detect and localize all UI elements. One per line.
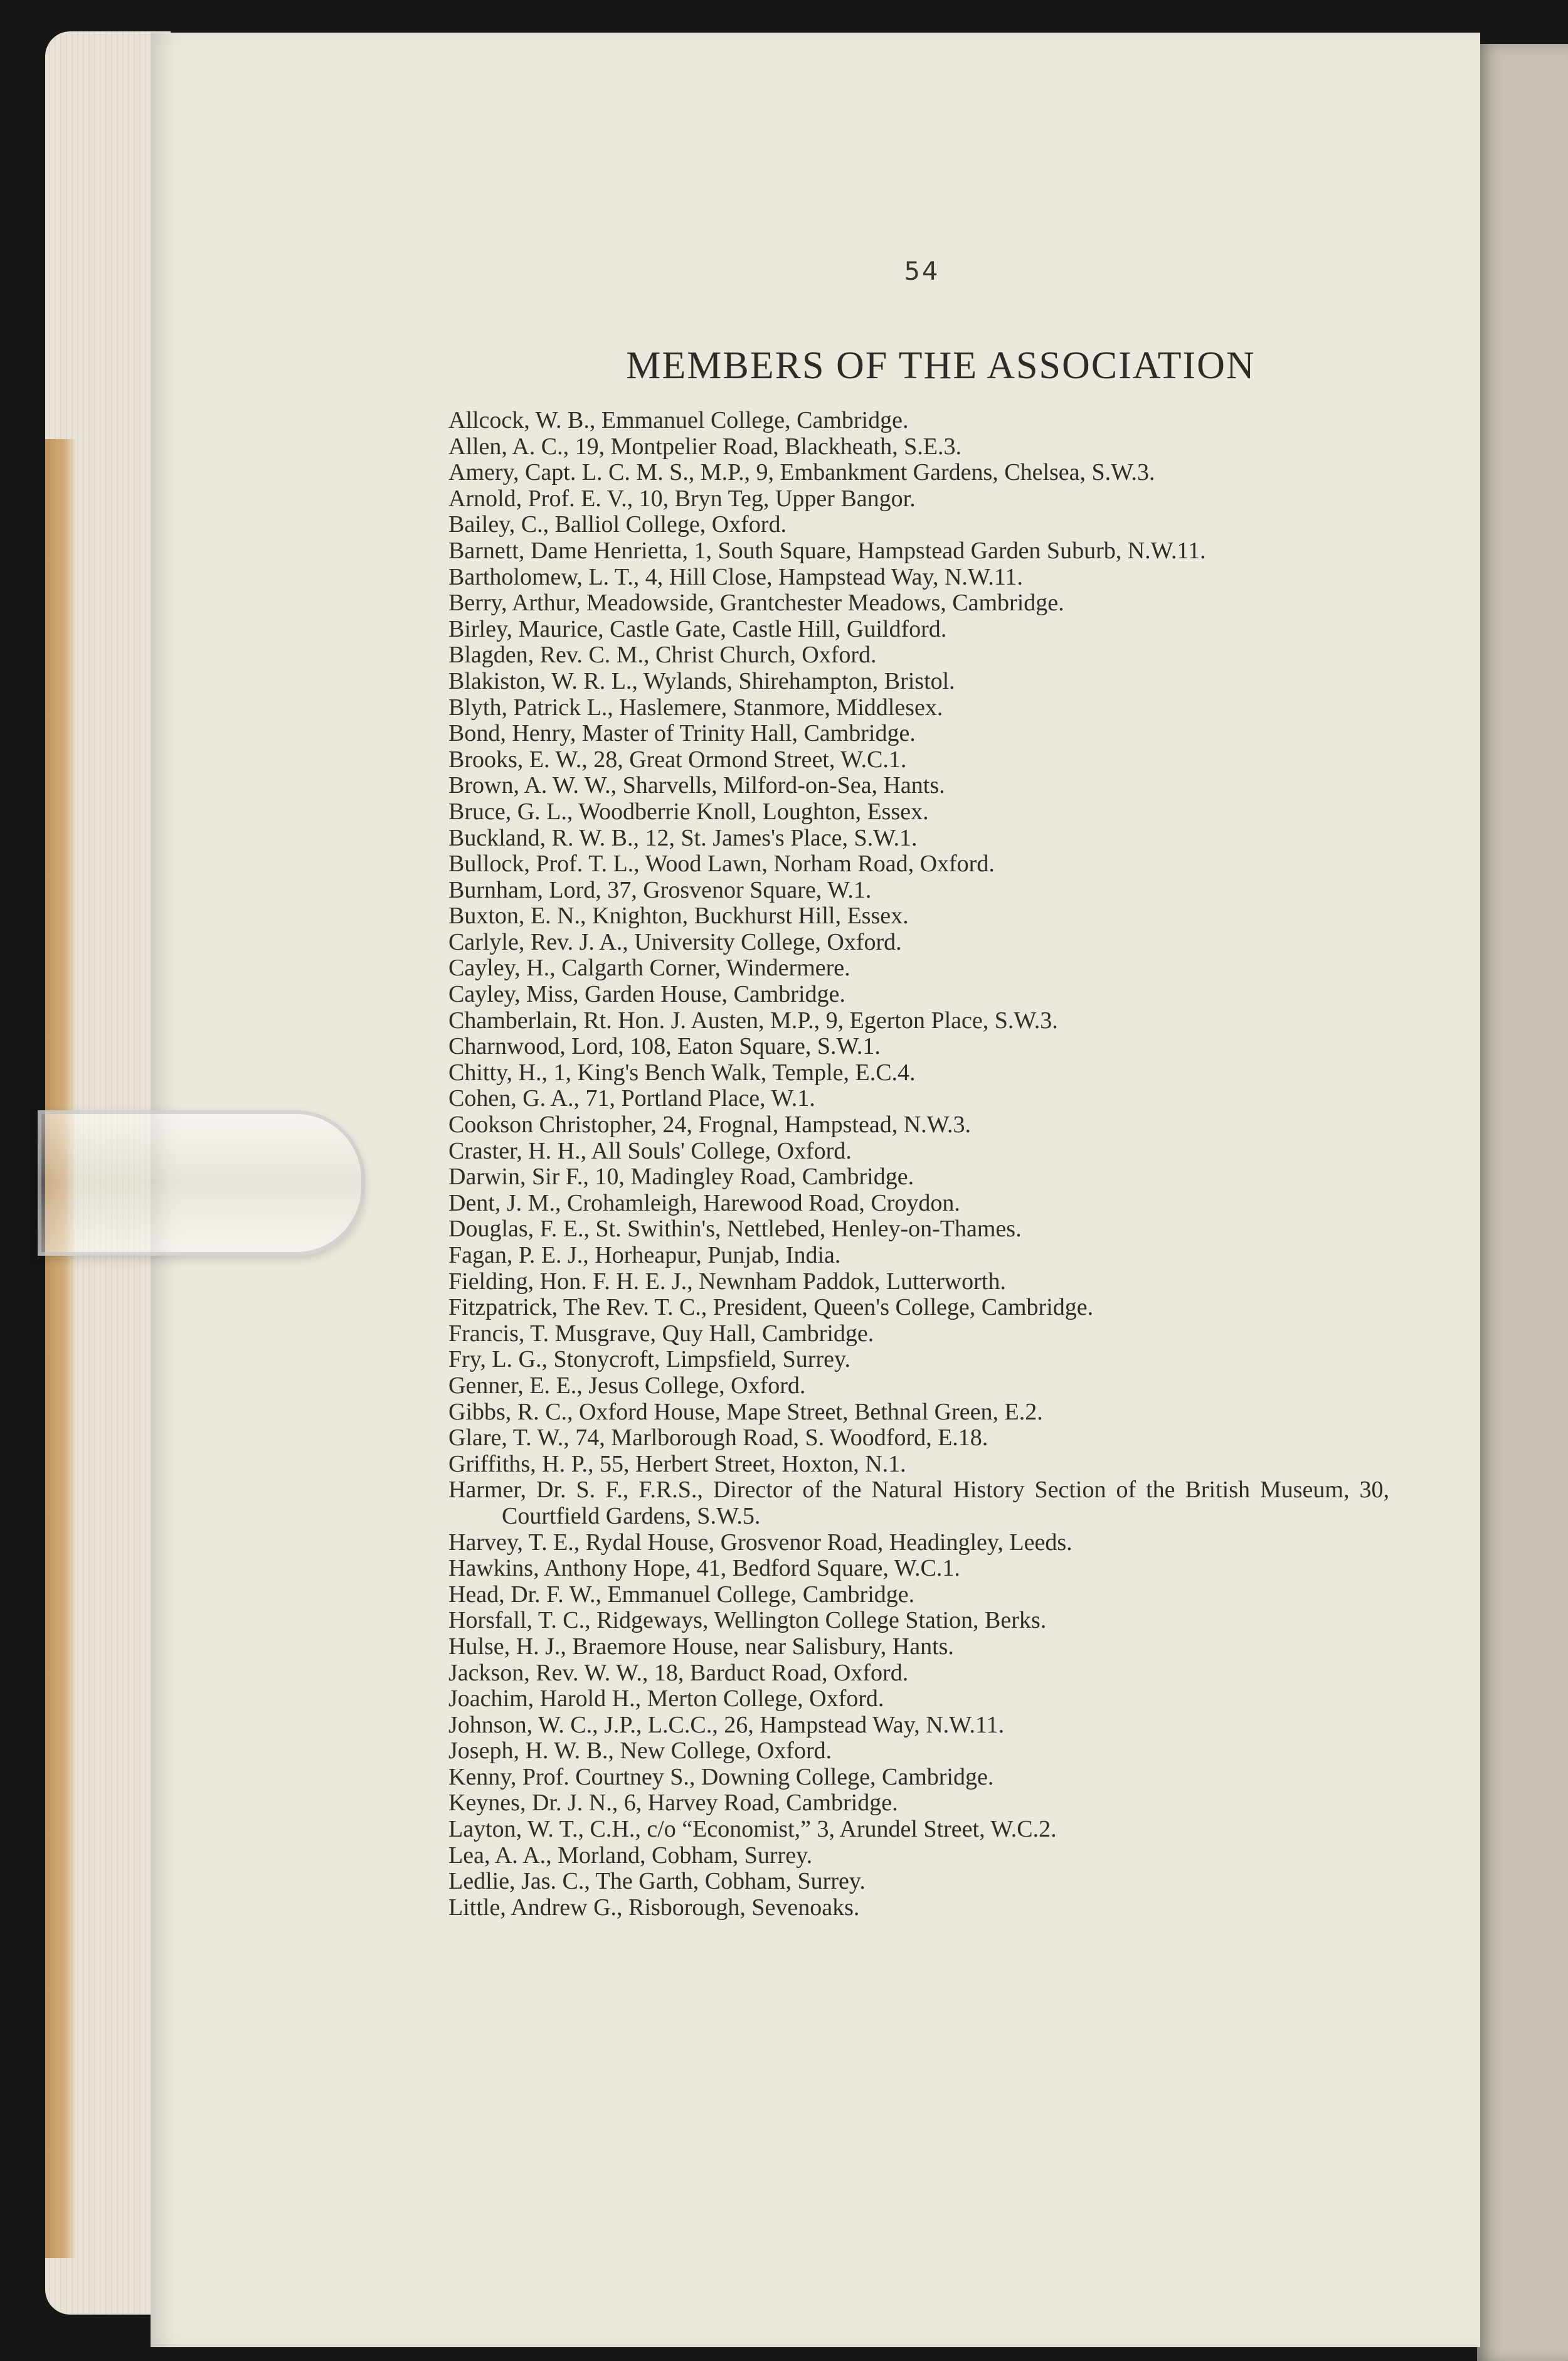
member-entry: Keynes, Dr. J. N., 6, Harvey Road, Cambridge. (448, 1790, 898, 1817)
member-entry: Buxton, E. N., Knighton, Buckhurst Hill, Essex. (448, 903, 909, 930)
member-entry: Glare, T. W., 74, Marlborough Road, S. Woodford, E.18. (448, 1425, 988, 1451)
member-entry: Amery, Capt. L. C. M. S., M.P., 9, Embankment Gardens, Chelsea, S.W.3. (448, 459, 1155, 486)
member-entry: Blagden, Rev. C. M., Christ Church, Oxford. (448, 642, 877, 669)
member-entry: Chamberlain, Rt. Hon. J. Austen, M.P., 9, Egerton Place, S.W.3. (448, 1007, 1058, 1034)
member-entry: Joseph, H. W. B., New College, Oxford. (448, 1738, 832, 1764)
member-entry: Fielding, Hon. F. H. E. J., Newnham Paddok, Lutterworth. (448, 1268, 1006, 1295)
paper-clip (38, 1110, 365, 1256)
member-entry: Little, Andrew G., Risborough, Sevenoaks. (448, 1894, 860, 1921)
member-entry: Harvey, T. E., Rydal House, Grosvenor Road, Headingley, Leeds. (448, 1529, 1073, 1556)
member-entry: Cohen, G. A., 71, Portland Place, W.1. (448, 1085, 815, 1112)
member-entry: Bullock, Prof. T. L., Wood Lawn, Norham Road, Oxford. (448, 851, 995, 878)
member-entry: Dent, J. M., Crohamleigh, Harewood Road, Croydon. (448, 1189, 960, 1216)
page-number: 54 (904, 257, 940, 286)
member-entry: Burnham, Lord, 37, Grosvenor Square, W.1. (448, 876, 872, 903)
member-entry: Fitzpatrick, The Rev. T. C., President, Queen's College, Cambridge. (448, 1294, 1094, 1321)
page-title: MEMBERS OF THE ASSOCIATION (626, 344, 1256, 387)
member-entry: Layton, W. T., C.H., c/o “Economist,” 3, Arundel Street, W.C.2. (448, 1816, 1057, 1843)
member-entry: Berry, Arthur, Meadowside, Grantchester Meadows, Cambridge. (448, 590, 1064, 617)
member-entry: Craster, H. H., All Souls' College, Oxford. (448, 1137, 852, 1164)
member-entry: Horsfall, T. C., Ridgeways, Wellington College Station, Berks. (448, 1607, 1047, 1634)
member-entry: Cayley, H., Calgarth Corner, Windermere. (448, 955, 850, 982)
member-entry: Bruce, G. L., Woodberrie Knoll, Loughton, Essex. (448, 798, 929, 825)
member-entry: Chitty, H., 1, King's Bench Walk, Temple, E.C.4. (448, 1059, 916, 1086)
member-entry: Allen, A. C., 19, Montpelier Road, Blackheath, S.E.3. (448, 433, 961, 460)
member-entry: Lea, A. A., Morland, Cobham, Surrey. (448, 1842, 813, 1869)
member-entry: Barnett, Dame Henrietta, 1, South Square, Hampstead Garden Suburb, N.W.11. (448, 537, 1206, 564)
member-entry: Bond, Henry, Master of Trinity Hall, Cambridge. (448, 720, 916, 747)
member-list (448, 408, 1389, 1921)
member-entry: Buckland, R. W. B., 12, St. James's Place, S.W.1. (448, 824, 918, 851)
member-entry: Bartholomew, L. T., 4, Hill Close, Hampstead Way, N.W.11. (448, 563, 1023, 590)
member-entry: Joachim, Harold H., Merton College, Oxford. (448, 1685, 884, 1712)
member-entry: Brooks, E. W., 28, Great Ormond Street, W.C.1. (448, 746, 907, 773)
member-entry: Kenny, Prof. Courtney S., Downing College, Cambridge. (448, 1763, 994, 1790)
member-entry: Charnwood, Lord, 108, Eaton Square, S.W.1. (448, 1033, 881, 1060)
member-entry: Francis, T. Musgrave, Quy Hall, Cambridge. (448, 1320, 874, 1347)
member-entry: Blyth, Patrick L., Haslemere, Stanmore, Middlesex. (448, 694, 943, 721)
member-entry: Darwin, Sir F., 10, Madingley Road, Cambridge. (448, 1164, 914, 1191)
member-entry: Birley, Maurice, Castle Gate, Castle Hill, Guildford. (448, 615, 947, 642)
member-entry: Douglas, F. E., St. Swithin's, Nettlebed, Henley-on-Thames. (448, 1216, 1022, 1243)
member-entry: Fagan, P. E. J., Horheapur, Punjab, India. (448, 1242, 841, 1268)
facing-page-edge (1477, 44, 1568, 2361)
member-entry: Bailey, C., Balliol College, Oxford. (448, 511, 787, 538)
member-entry: Johnson, W. C., J.P., L.C.C., 26, Hampstead Way, N.W.11. (448, 1711, 1005, 1738)
member-entry: Hulse, H. J., Braemore House, near Salisbury, Hants. (448, 1633, 954, 1660)
member-entry: Arnold, Prof. E. V., 10, Bryn Teg, Upper Bangor. (448, 485, 916, 512)
member-entry: Brown, A. W. W., Sharvells, Milford-on-Sea, Hants. (448, 772, 945, 799)
member-entry: Carlyle, Rev. J. A., University College, Oxford. (448, 928, 902, 955)
member-entry: Fry, L. G., Stonycroft, Limpsfield, Surrey. (448, 1346, 850, 1373)
member-entry: Genner, E. E., Jesus College, Oxford. (448, 1372, 806, 1399)
page-edge-stain (45, 439, 77, 2258)
member-entry: Griffiths, H. P., 55, Herbert Street, Hoxton, N.1. (448, 1450, 906, 1477)
member-entry: Cayley, Miss, Garden House, Cambridge. (448, 981, 845, 1008)
member-entry: Harmer, Dr. S. F., F.R.S., Director of the Natural History Section of the British Museum, 30, Courtfield Gardens, S.W.5. (448, 1477, 1389, 1529)
member-entry: Gibbs, R. C., Oxford House, Mape Street, Bethnal Green, E.2. (448, 1398, 1043, 1425)
member-entry: Head, Dr. F. W., Emmanuel College, Cambridge. (448, 1581, 915, 1608)
member-entry: Allcock, W. B., Emmanuel College, Cambridge. (448, 407, 909, 433)
member-entry: Jackson, Rev. W. W., 18, Barduct Road, Oxford. (448, 1659, 909, 1686)
member-entry: Cookson Christopher, 24, Frognal, Hampstead, N.W.3. (448, 1112, 972, 1138)
member-entry: Blakiston, W. R. L., Wylands, Shirehampton, Bristol. (448, 667, 955, 694)
member-entry: Hawkins, Anthony Hope, 41, Bedford Square, W.C.1. (448, 1555, 960, 1582)
member-entry: Ledlie, Jas. C., The Garth, Cobham, Surrey. (448, 1868, 866, 1895)
